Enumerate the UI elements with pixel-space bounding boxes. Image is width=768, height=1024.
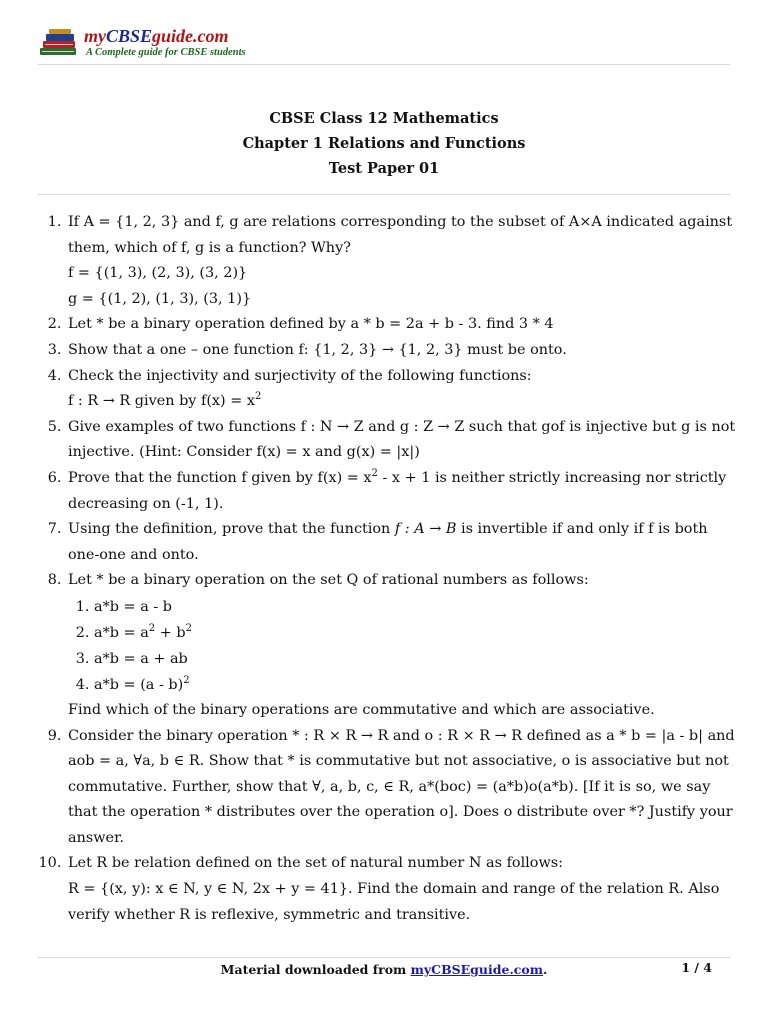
question-2: 2. Let * be a binary operation defined by a * b = 2a + b - 3. find 3 * 4 [66, 312, 738, 338]
question-1: 1. If A = {1, 2, 3} and f, g are relations corresponding to the subset of A×A indicated against them, which of f, g is a function? Why? f = {(1, 3), (2, 3), (3, 2)} g = {(1, 2), (1, 3), (3, 1)} [66, 210, 738, 312]
site-header [38, 26, 298, 62]
title-divider [38, 194, 730, 195]
question-6: 6. Prove that the function f given by $f(x) = x^2 - x + 1$ is neither strictly increasing nor strictly decreasing on (-1, 1). [66, 466, 738, 517]
operation-list [68, 594, 738, 698]
question-5: 5. Give examples of two functions f : N → Z and g : Z → Z such that gof is injective but g is not injective. (Hint: Consider f(x) = x and g(x) = |x|) [66, 415, 738, 466]
brand-name: myCBSEguide.com [84, 26, 229, 46]
brand-tagline: A Complete guide for CBSE students [86, 47, 246, 58]
page-number: 1 / 4 [681, 960, 712, 975]
footer-divider [38, 957, 730, 958]
questions-body [38, 210, 738, 928]
question-3: 3. Show that a one – one function f: {1, 2, 3} → {1, 2, 3} must be onto. [66, 338, 738, 364]
books-logo-icon [38, 28, 80, 58]
question-10: 10. Let R be relation defined on the set of natural number N as follows: R = {(x, y): x ∈ N, y ∈ N, 2x + y = 41}. Find the domain and range of the relation R. Also verify whether R is reflexive, symmetric and transitive. [66, 851, 738, 928]
operation-1: 1. a*b = a - b [94, 594, 738, 620]
title-line-1: CBSE Class 12 Mathematics [269, 110, 499, 127]
paper-title [0, 106, 768, 181]
operation-4: 4. a*b = (a - b)$^2$ [94, 672, 738, 698]
question-7: 7. Using the definition, prove that the function f : A → B is invertible if and only if f is both one-one and onto. [66, 517, 738, 568]
title-line-3: Test Paper 01 [328, 160, 440, 177]
question-list [38, 210, 738, 928]
operation-2: 2. $a*b = a^2 + b^2$ [94, 620, 738, 646]
relation-f: f = {(1, 3), (2, 3), (3, 2)} [68, 265, 248, 282]
question-9: 9. Consider the binary operation * : R × R → R and o : R × R → R defined as a * b = |a - b| and aob = a, ∀a, b ∈ R. Show that * is commutative but not associative, o is associative but not commutative. Further, show that ∀, a, b, c, ∈ R, a*(boc) = (a*b)o(a*b). [If it is so, we say that the operation * distributes over the operation o]. Does o distribute over *? Justify your answer. [66, 724, 738, 852]
relation-g: g = {(1, 2), (1, 3), (3, 1)} [68, 290, 252, 307]
question-8: 8. Let * be a binary operation on the set Q of rational numbers as follows: 1. a*b = a - b 2. $a*b = a^2 + b^2$ 3. a*b = a + ab 4. a*b = (a - b)$^2$ Find which of the binary operations are commutative and which are associative. [66, 568, 738, 723]
footer-site-link[interactable]: myCBSEguide.com [410, 962, 543, 977]
question-4: 4. Check the injectivity and surjectivity of the following functions: f : R → R given by $f(x) = x^2$ [66, 364, 738, 415]
operation-3: 3. a*b = a + ab [94, 646, 738, 672]
page-footer: Material downloaded from myCBSEguide.com. [220, 962, 548, 977]
math-expression: f : A → B [394, 521, 457, 538]
title-line-2: Chapter 1 Relations and Functions [242, 135, 526, 152]
header-divider [38, 64, 730, 65]
